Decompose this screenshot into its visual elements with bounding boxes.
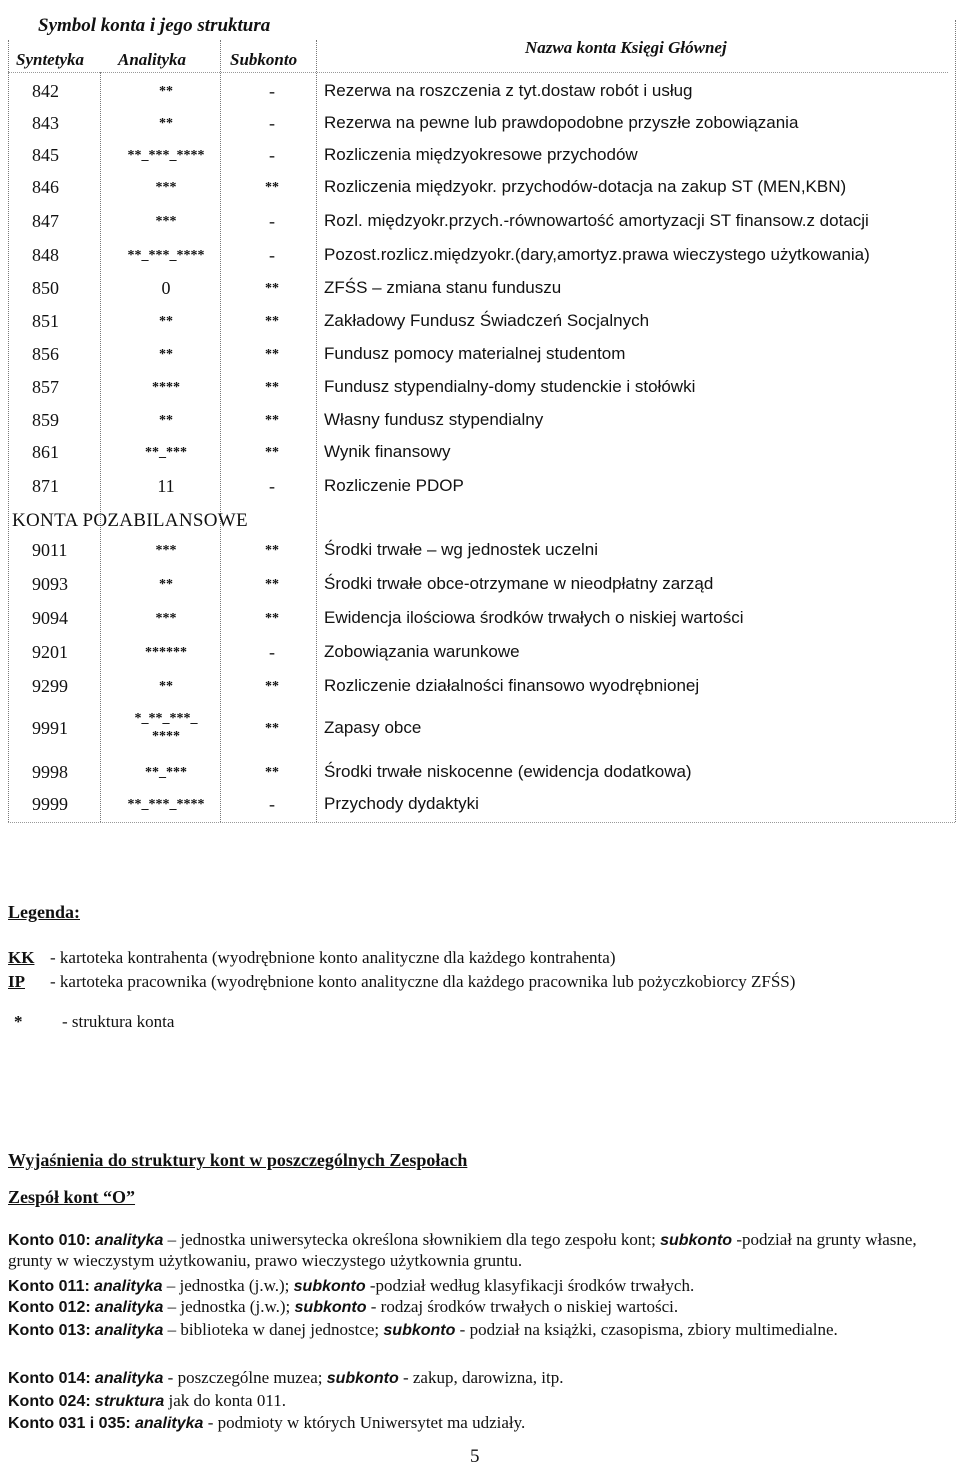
account-number: 9991	[32, 718, 68, 738]
account-number: 871	[32, 476, 59, 496]
table-row	[8, 642, 958, 672]
explanations-title: Wyjaśnienia do struktury kont w poszczególnych Zespołach	[8, 1150, 468, 1170]
account-name: Środki trwałe niskocenne (ewidencja dodatkowa)	[324, 762, 692, 781]
account-name: Rozliczenia międzyokr. przychodów-dotacja na zakup ST (MEN,KBN)	[324, 177, 847, 196]
account-name: Wynik finansowy	[324, 442, 451, 461]
legend-item	[8, 948, 616, 968]
account-analityka: ******	[145, 645, 187, 660]
account-name: Pozost.rozlicz.międzyokr.(dary,amortyz.prawa wieczystego użytkowania)	[324, 245, 870, 264]
account-subkonto: -	[269, 81, 275, 101]
account-analityka: **	[159, 116, 173, 131]
legend-key: *	[14, 1012, 23, 1031]
account-number: 859	[32, 410, 59, 430]
account-number: 9201	[32, 642, 68, 662]
account-analityka: **	[159, 413, 173, 428]
table-row	[8, 211, 958, 241]
analityka-text: - podmioty w których Uniwersytet ma udziały.	[207, 1413, 526, 1432]
account-subkonto: -	[269, 245, 275, 265]
account-analityka: **_***_****	[127, 148, 205, 163]
account-subkonto: **	[265, 347, 279, 362]
account-number: 9999	[32, 794, 68, 814]
account-number: 9011	[32, 540, 68, 560]
struktura-label: struktura	[94, 1393, 165, 1410]
legend-text: - struktura konta	[62, 1012, 175, 1031]
account-analityka: ***	[155, 543, 177, 558]
legend-text: - kartoteka pracownika (wyodrębnione konto analityczne dla każdego pracownika lub pożyczkobiorcy ZFŚS)	[50, 972, 796, 991]
table-row	[8, 245, 958, 275]
konto-label: Konto 013:	[8, 1322, 91, 1339]
account-subkonto: -	[269, 145, 275, 165]
konto-012-explanation	[8, 1297, 950, 1318]
analityka-text: – jednostka uniwersytecka określona słownikiem dla tego zespołu kont;	[167, 1230, 656, 1249]
analityka-text: – jednostka (j.w.);	[167, 1297, 291, 1316]
account-name: Rozliczenia międzyokresowe przychodów	[324, 145, 638, 164]
konto-label: Konto 031 i 035:	[8, 1415, 131, 1432]
table-row	[8, 762, 958, 792]
account-analityka: **_***	[145, 445, 187, 460]
konto-label: Konto 024:	[8, 1393, 91, 1410]
table-row	[8, 608, 958, 638]
account-name: Rezerwa na roszczenia z tyt.dostaw robót i usług	[324, 81, 693, 100]
account-number: 846	[32, 177, 59, 197]
subkonto-label: subkonto	[660, 1232, 733, 1249]
analityka-label: analityka	[94, 1322, 164, 1339]
account-name: Przychody dydaktyki	[324, 794, 479, 813]
table-row	[8, 344, 958, 374]
konto-013-explanation	[8, 1320, 950, 1341]
account-name: ZFŚS – zmiana stanu funduszu	[324, 278, 562, 297]
account-name: Fundusz stypendialny-domy studenckie i stołówki	[324, 377, 696, 396]
account-number: 9299	[32, 676, 68, 696]
account-number: 856	[32, 344, 59, 364]
table-row	[8, 81, 958, 111]
account-name: Własny fundusz stypendialny	[324, 410, 544, 429]
legend-item	[8, 1012, 174, 1032]
table-row	[8, 574, 958, 604]
analityka-text: – biblioteka w danej jednostce;	[167, 1320, 380, 1339]
account-name: Rezerwa na pewne lub prawdopodobne przyszłe zobowiązania	[324, 113, 799, 132]
subkonto-text: - podział na książki, czasopisma, zbiory multimedialne.	[459, 1320, 838, 1339]
account-subkonto: -	[269, 113, 275, 133]
account-subkonto: -	[269, 211, 275, 231]
account-subkonto: **	[265, 611, 279, 626]
account-name: Zakładowy Fundusz Świadczeń Socjalnych	[324, 311, 650, 330]
konto-label: Konto 012:	[8, 1299, 91, 1316]
account-number: 843	[32, 113, 59, 133]
account-number: 847	[32, 211, 59, 231]
account-subkonto: **	[265, 543, 279, 558]
account-subkonto: **	[265, 577, 279, 592]
analityka-label: analityka	[94, 1278, 163, 1295]
account-analityka: **_***_****	[127, 797, 205, 812]
account-analityka: **	[159, 679, 173, 694]
subkonto-text: - zakup, darowizna, itp.	[402, 1368, 564, 1387]
legend-title: Legenda:	[8, 902, 80, 922]
account-analityka: **_***	[145, 765, 187, 780]
account-subkonto: **	[265, 180, 279, 195]
account-subkonto: **	[265, 314, 279, 329]
analityka-label: analityka	[94, 1232, 164, 1249]
account-name: Środki trwałe obce-otrzymane w nieodpłatny zarząd	[324, 574, 714, 593]
account-analityka: **	[159, 84, 173, 99]
account-analityka: **	[159, 577, 173, 592]
table-row	[8, 676, 958, 706]
table-row	[8, 540, 958, 570]
konto-label: Konto 014:	[8, 1370, 91, 1387]
account-subkonto: -	[269, 642, 275, 662]
konto-014-explanation	[8, 1368, 950, 1389]
subkonto-text: -podział według klasyfikacji środków trwałych.	[369, 1276, 695, 1295]
table-row	[8, 278, 958, 308]
account-name: Fundusz pomocy materialnej studentom	[324, 344, 626, 363]
account-number: 850	[32, 278, 59, 298]
legend-key: IP	[8, 972, 25, 991]
konto-label: Konto 011:	[8, 1278, 90, 1295]
account-analityka: **_***_****	[127, 248, 205, 263]
konto-024-explanation	[8, 1391, 950, 1412]
legend-key: KK	[8, 948, 35, 967]
legend-item	[8, 972, 795, 992]
account-analityka: *_**_***_ ****	[134, 711, 198, 744]
subkonto-label: subkonto	[293, 1278, 366, 1295]
account-number: 848	[32, 245, 59, 265]
account-analityka: **	[159, 314, 173, 329]
analityka-text: - poszczególne muzea;	[167, 1368, 323, 1387]
account-analityka: ***	[155, 611, 177, 626]
account-number: 857	[32, 377, 59, 397]
konto-010-explanation	[8, 1230, 950, 1271]
subkonto-label: subkonto	[383, 1322, 456, 1339]
analityka-text: – jednostka (j.w.);	[166, 1276, 290, 1295]
account-name: Rozliczenie PDOP	[324, 476, 464, 495]
table-row	[8, 410, 958, 440]
account-name: Ewidencja ilościowa środków trwałych o niskiej wartości	[324, 608, 744, 627]
subkonto-text: - rodzaj środków trwałych o niskiej wartości.	[370, 1297, 679, 1316]
account-name: Rozl. międzyokr.przych.-równowartość amortyzacji ST finansow.z dotacji	[324, 211, 869, 230]
account-subkonto: -	[269, 794, 275, 814]
account-name: Rozliczenie działalności finansowo wyodrębnionej	[324, 676, 700, 695]
account-analityka: **	[159, 347, 173, 362]
konto-011-explanation	[8, 1276, 950, 1297]
table-row	[8, 711, 958, 748]
subkonto-label: subkonto	[294, 1299, 367, 1316]
account-number: 9998	[32, 762, 68, 782]
struktura-text: jak do konta 011.	[168, 1391, 286, 1410]
account-subkonto: **	[265, 765, 279, 780]
table-header-title: Symbol konta i jego struktura	[38, 15, 271, 36]
column-header-nazwa: Nazwa konta Księgi Głównej	[525, 38, 727, 57]
section-header-offbalance: KONTA POZABILANSOWE	[12, 510, 248, 531]
column-header-syntetyka: Syntetyka	[16, 50, 84, 69]
table-row	[8, 377, 958, 407]
table-row	[8, 794, 958, 824]
account-subkonto: -	[269, 476, 275, 496]
account-name: Zobowiązania warunkowe	[324, 642, 520, 661]
table-row	[8, 177, 958, 207]
account-name: Zapasy obce	[324, 718, 422, 737]
account-subkonto: **	[265, 380, 279, 395]
page-number: 5	[470, 1446, 480, 1467]
subkonto-text: -podział na grunty własne, grunty w wieczystym użytkowaniu, prawo wieczystego użytkownia gruntu.	[8, 1230, 917, 1270]
account-analityka: ***	[155, 214, 177, 229]
account-analityka: ****	[152, 380, 180, 395]
account-name: Środki trwałe – wg jednostek uczelni	[324, 540, 599, 559]
column-header-analityka: Analityka	[118, 50, 187, 69]
account-subkonto: **	[265, 281, 279, 296]
account-subkonto: **	[265, 445, 279, 460]
analityka-label: analityka	[94, 1370, 164, 1387]
account-number: 851	[32, 311, 59, 331]
account-number: 842	[32, 81, 59, 101]
account-subkonto: **	[265, 721, 279, 736]
account-number: 9093	[32, 574, 68, 594]
konto-label: Konto 010:	[8, 1232, 91, 1249]
account-analityka: ***	[155, 180, 177, 195]
header-divider	[8, 72, 948, 73]
account-subkonto: **	[265, 413, 279, 428]
konto-031-035-explanation	[8, 1413, 950, 1434]
table-row	[8, 145, 958, 175]
table-row	[8, 442, 958, 472]
table-row	[8, 311, 958, 341]
account-subkonto: **	[265, 679, 279, 694]
analityka-label: analityka	[134, 1415, 204, 1432]
account-analityka: 11	[157, 476, 175, 496]
account-number: 861	[32, 442, 59, 462]
account-analityka: 0	[161, 278, 171, 298]
table-row	[8, 113, 958, 143]
legend-text: - kartoteka kontrahenta (wyodrębnione konto analityczne dla każdego kontrahenta)	[50, 948, 616, 967]
account-number: 9094	[32, 608, 68, 628]
subkonto-label: subkonto	[326, 1370, 399, 1387]
analityka-label: analityka	[94, 1299, 164, 1316]
account-number: 845	[32, 145, 59, 165]
column-header-subkonto: Subkonto	[230, 50, 298, 69]
table-row	[8, 476, 958, 506]
group-title: Zespół kont “O”	[8, 1187, 136, 1207]
